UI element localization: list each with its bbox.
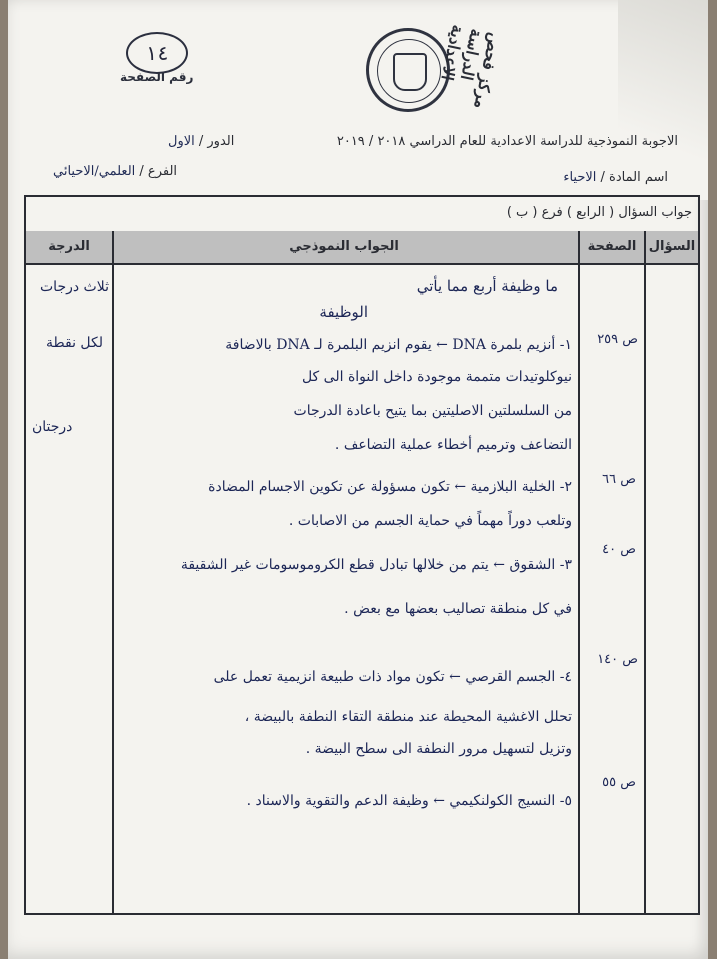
- question-col-header: السؤال: [646, 231, 698, 265]
- item-page: ص ٢٥٩: [597, 332, 638, 347]
- answer-line: ٥- النسيج الكولنكيمي ← وظيفة الدعم والتقوية والاسناد .: [246, 793, 572, 809]
- answer-line: ٢- الخلية البلازمية ← تكون مسؤولة عن تكوين الاجسام المضادة: [208, 479, 572, 495]
- answer-table: [24, 195, 700, 915]
- answer-line: ٣- الشقوق ← يتم من خلالها تبادل قطع الكروموسومات غير الشقيقة: [180, 557, 572, 573]
- answer-line: في كل منطقة تصاليب بعضها مع بعض .: [344, 601, 572, 617]
- item-page: ص ٥٥: [602, 775, 636, 790]
- grade-note: ثلاث درجات: [40, 279, 109, 295]
- question-title: جواب السؤال ( الرابع ) فرع ( ب ): [506, 205, 692, 220]
- round-value: الاول: [168, 134, 195, 149]
- subject-label: اسم المادة /: [600, 170, 668, 185]
- answer-heading: ما وظيفة أربع مما يأتي: [416, 277, 558, 295]
- page-number-label: رقم الصفحة: [120, 70, 194, 84]
- grade-col-header: الدرجة: [26, 231, 112, 265]
- divider: [644, 231, 646, 913]
- answer-line: ١- أنزيم بلمرة DNA ← يقوم انزيم البلمرة لـ DNA بالاضافة: [225, 337, 572, 353]
- branch-label: الفرع /: [139, 164, 178, 179]
- answer-line: تحلل الاغشية المحيطة عند منطقة التقاء النطفة بالبيضة ،: [244, 709, 572, 725]
- answer-subheading: الوظيفة: [319, 303, 368, 321]
- item-page: ص ٦٦: [602, 472, 636, 487]
- branch-field: [53, 164, 177, 179]
- exam-sheet: [8, 0, 708, 959]
- answer-line: وتزيل لتسهيل مرور النطفة الى سطح البيضة .: [305, 741, 572, 757]
- exam-title: الاجوبة النموذجية للدراسة الاعدادية للعام الدراسي ٢٠١٨ / ٢٠١٩: [336, 134, 678, 149]
- branch-value: العلمي/الاحيائي: [53, 164, 136, 179]
- ministry-seal-icon: [366, 28, 450, 112]
- grade-note: درجتان: [32, 419, 73, 435]
- divider: [112, 231, 114, 913]
- page-col-header: الصفحة: [580, 231, 644, 265]
- answer-line: ٤- الجسم القرصي ← تكون مواد ذات طبيعة انزيمية تعمل على: [213, 669, 572, 685]
- answer-line: نيوكلوتيدات متممة موجودة داخل النواة الى كل: [301, 369, 572, 385]
- round-field: [168, 134, 234, 149]
- divider: [578, 231, 580, 913]
- item-page: ص ٤٠: [602, 542, 636, 557]
- center-name: مركز فحص الدراسة الاعدادية: [437, 23, 505, 111]
- item-page: ص ١٤٠: [597, 652, 638, 667]
- subject-value: الاحياء: [563, 170, 597, 185]
- answer-col-header: الجواب النموذجي: [110, 231, 578, 265]
- answer-line: التضاعف وترميم أخطاء عملية التضاعف .: [334, 437, 572, 453]
- round-label: الدور /: [198, 134, 235, 149]
- answer-line: من السلسلتين الاصليتين بما يتيح باعادة الدرجات: [293, 403, 572, 419]
- page-number: ١٤: [126, 32, 188, 74]
- subject-field: [563, 170, 668, 185]
- question-row: [26, 197, 698, 233]
- answer-line: وتلعب دوراً مهماً في حماية الجسم من الاصابات .: [288, 513, 572, 529]
- grade-note: لكل نقطة: [46, 335, 104, 351]
